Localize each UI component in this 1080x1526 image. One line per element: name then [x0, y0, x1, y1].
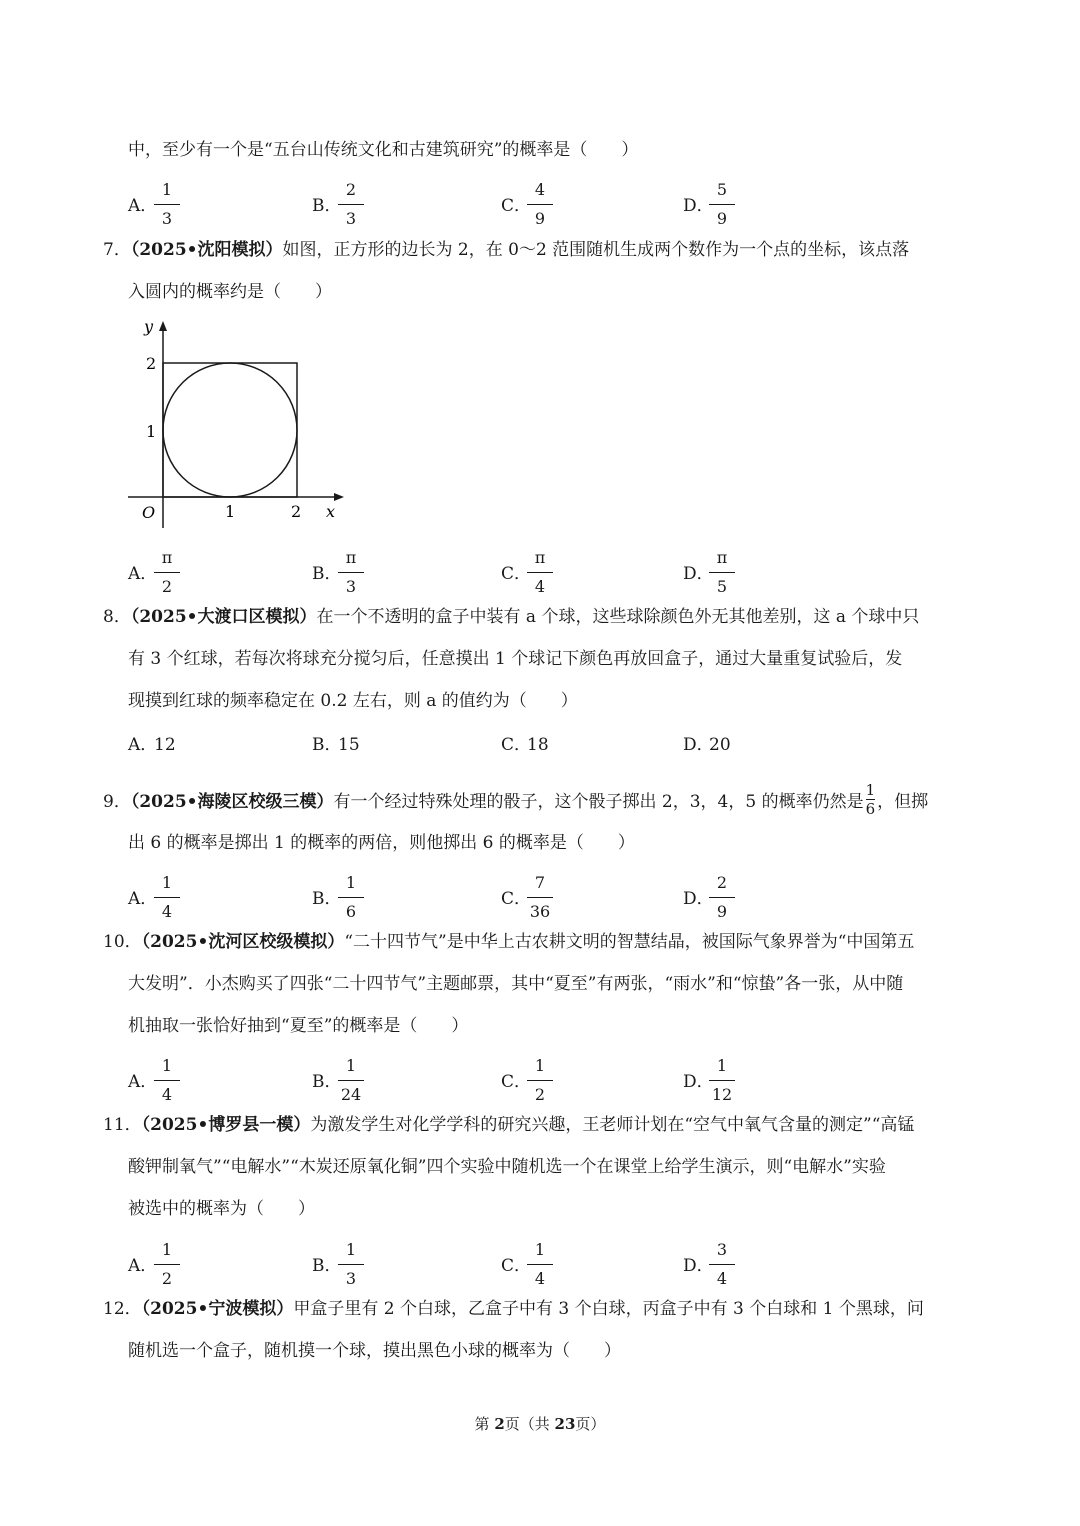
q7-options: A． π 2 B． π 3 C． π 4 D． π 5: [128, 546, 988, 606]
y-axis-label: y: [144, 317, 154, 336]
q12-line2: 随机选一个盒子，随机摸一个球，摸出黑色小球的概率为（ ）: [128, 1341, 621, 1361]
q9-line2: 出 6 的概率是掷出 1 的概率的两倍，则他掷出 6 的概率是（ ）: [128, 833, 635, 853]
q6-options: A． 1 3 B． 2 3 C． 4 9 D． 5 9: [128, 178, 988, 238]
q8-line1: 8．（2025•大渡口区模拟）在一个不透明的盒子中装有 a 个球，这些球除颜色外无其他差别，这 a 个球中只: [103, 607, 920, 627]
q10-line1: 10．（2025•沈河区校级模拟）“二十四节气”是中华上古农耕文明的智慧结晶，被国际气象界誉为“中国第五: [103, 932, 915, 952]
q7-figure: [120, 310, 360, 535]
q11-line1: 11．（2025•博罗县一模）为激发学生对化学学科的研究兴趣，王老师计划在“空气中氧气含量的测定”“高锰: [103, 1115, 915, 1135]
y-axis-arrow: [159, 321, 167, 331]
q11-line3: 被选中的概率为（ ）: [128, 1199, 315, 1219]
q11-line2: 酸钾制氧气”“电解水”“木炭还原氧化铜”四个实验中随机选一个在课堂上给学生演示，则“电解水”实验: [128, 1157, 886, 1177]
q10-line2: 大发明”．小杰购买了四张“二十四节气”主题邮票，其中“夏至”有两张，“雨水”和“惊蛰”各一张，从中随: [128, 974, 904, 994]
q8-options: A． 12 B． 15 C． 18 D． 20: [128, 735, 731, 755]
q11-options: A． 1 2 B． 1 3 C． 1 4 D． 3 4: [128, 1238, 988, 1298]
q8-line2: 有 3 个红球，若每次将球充分搅匀后，任意摸出 1 个球记下颜色再放回盒子，通过大量重复试验后，发: [128, 649, 903, 669]
q8-line3: 现摸到红球的频率稳定在 0.2 左右，则 a 的值约为（ ）: [128, 691, 578, 711]
q9-inline-fraction: $\frac{1}{6}$: [865, 781, 876, 818]
page-footer: 第 2页（共 23页）: [474, 1415, 606, 1433]
x-tick-2: 2: [291, 502, 302, 521]
q7-line1: 7．（2025•沈阳模拟）如图，正方形的边长为 2，在 0～2 范围随机生成两个数作为一个点的坐标，该点落: [103, 240, 910, 260]
x-tick-1: 1: [225, 502, 236, 521]
origin-label: O: [142, 503, 156, 522]
x-axis-label: x: [326, 502, 336, 521]
y-tick-1: 1: [146, 422, 157, 441]
q7-line2: 入圆内的概率约是（ ）: [128, 282, 332, 302]
q9-line1: 9．（2025•海陵区校级三模）有一个经过特殊处理的骰子，这个骰子掷出 2，3，4，5 的概率仍然是 $\frac{1}{6}$ ，但掷: [103, 781, 929, 818]
q6-text: 中，至少有一个是“五台山传统文化和古建筑研究”的概率是（ ）: [128, 140, 639, 160]
x-axis-arrow: [334, 493, 344, 501]
q10-options: A． 1 4 B． 1 24 C． 1 2 D． 1 12: [128, 1054, 988, 1114]
circle: [163, 363, 297, 497]
q12-line1: 12．（2025•宁波模拟）甲盒子里有 2 个白球，乙盒子中有 3 个白球，丙盒子中有 3 个白球和 1 个黑球，问: [103, 1299, 924, 1319]
y-tick-2: 2: [146, 354, 157, 373]
q9-options: A． 1 4 B． 1 6 C． 7 36 D． 2 9: [128, 871, 988, 931]
q10-line3: 机抽取一张恰好抽到“夏至”的概率是（ ）: [128, 1016, 469, 1036]
